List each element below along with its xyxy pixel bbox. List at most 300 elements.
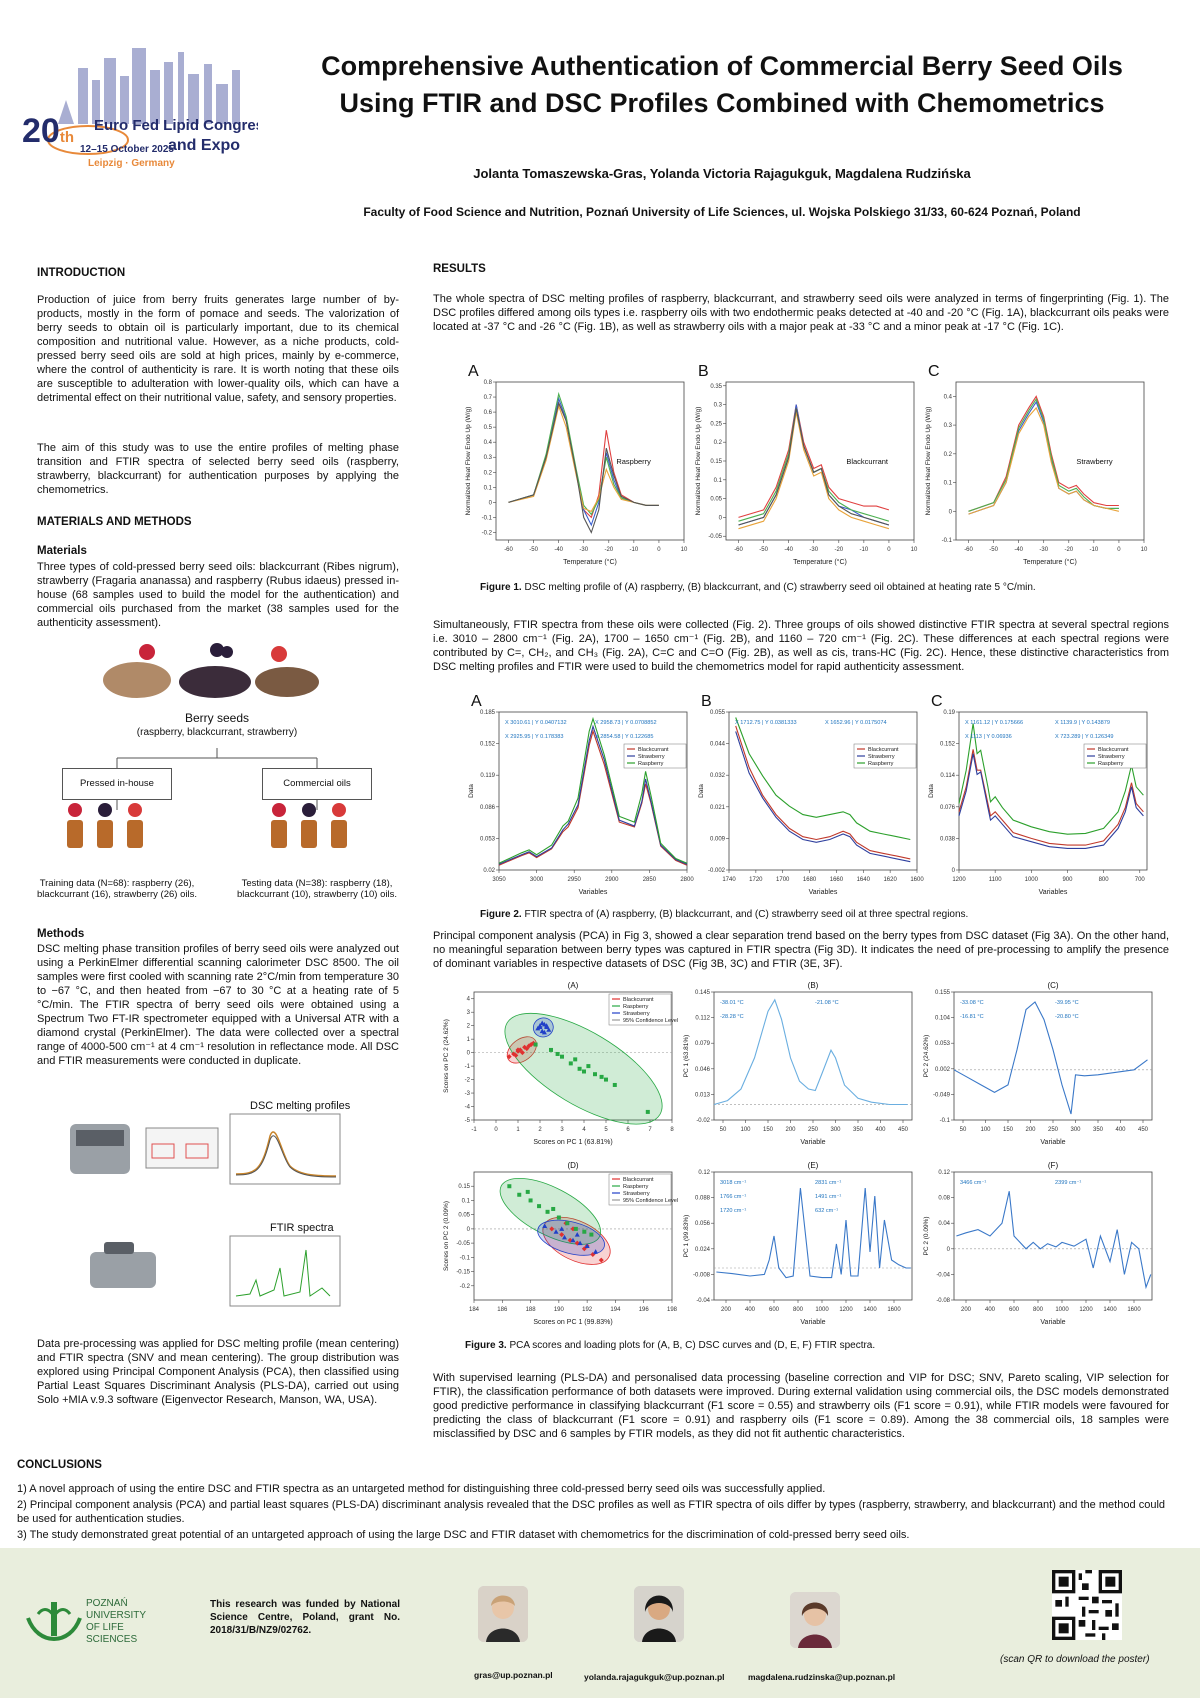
- y-tick-label: -2: [464, 1077, 470, 1084]
- x-tick-label: 1000: [1024, 877, 1038, 883]
- logo-dates: 12–15 October 2025: [80, 144, 174, 155]
- x-tick-label: -50: [989, 547, 998, 553]
- fig2b-chart: [695, 688, 925, 898]
- y-tick-label: 0.12: [698, 1170, 710, 1176]
- x-tick-label: -30: [579, 547, 589, 553]
- fig3-panel-b: [680, 978, 920, 1148]
- fig3-panel-e: [680, 1158, 920, 1328]
- x-tick-label: 150: [1002, 1127, 1014, 1133]
- peak-annotation: X 1161.12 | Y 0.175666: [965, 720, 1024, 726]
- point-raspberry: [565, 1221, 569, 1225]
- materials-diagram: [37, 638, 399, 913]
- y-tick-label: 0.6: [483, 410, 492, 417]
- peak-annotation: X 2925.95 | Y 0.178383: [505, 734, 564, 740]
- peak-annotation: -38.01 °C: [720, 1000, 744, 1006]
- author-photo-3: [790, 1592, 840, 1648]
- x-tick-label: 800: [792, 1307, 804, 1313]
- x-tick-label: 200: [785, 1127, 796, 1133]
- point-raspberry: [551, 1207, 555, 1211]
- y-tick-label: -0.002: [707, 868, 725, 874]
- x-tick-label: 200: [960, 1307, 972, 1313]
- point-raspberry: [573, 1057, 577, 1061]
- fig3-caption: [465, 1340, 875, 1351]
- plot-frame: [714, 992, 912, 1120]
- series-annotation: Blackcurrant: [846, 457, 889, 467]
- panel-label: A: [471, 693, 482, 710]
- pressed-inhouse-box: Pressed in-house: [62, 768, 172, 800]
- peak-annotation: 2831 cm⁻¹: [815, 1180, 842, 1186]
- y-tick-label: -0.1: [459, 1255, 470, 1262]
- fig2-caption-label: Figure 2.: [480, 909, 522, 920]
- uni-line-1: POZNAŃ: [86, 1598, 128, 1609]
- fig1-panel-a: [462, 358, 692, 568]
- x-tick-label: 150: [762, 1127, 774, 1133]
- y-axis-label: Normalized Heat Flow Endo Up (W/g): [465, 406, 472, 516]
- conclusion-item: 2) Principal component analysis (PCA) and partial least squares (PLS-DA) discriminant analysis revealed that the DSC profiles as well as FTIR spectra of oils differ by types (raspberry, strawberry, and blackcurrant) and the method could be used for authentication studies.: [17, 1499, 1165, 1525]
- x-tick-label: 1700: [776, 877, 790, 883]
- peak-annotation: 632 cm⁻¹: [815, 1208, 839, 1214]
- y-axis-label: PC 2 (0.09%): [923, 1216, 930, 1256]
- point-raspberry: [582, 1069, 586, 1073]
- peak-annotation: X 1139.9 | Y 0.143879: [1055, 720, 1110, 726]
- x-tick-label: 2850: [642, 877, 657, 883]
- x-tick-label: 1620: [883, 877, 897, 883]
- x-tick-label: 100: [980, 1127, 991, 1133]
- x-tick-label: 1200: [839, 1307, 853, 1313]
- fig2a-chart: [465, 688, 695, 898]
- x-tick-label: 400: [744, 1307, 756, 1313]
- x-tick-label: -10: [859, 547, 869, 553]
- x-axis-label: Variables: [578, 889, 608, 896]
- series-line-s5: [739, 408, 889, 525]
- plot-frame: [729, 712, 917, 870]
- series-line-raspberry: [736, 718, 911, 840]
- chart-title: (E): [807, 1161, 819, 1170]
- logo-number: 20th: [22, 112, 74, 150]
- qr-code[interactable]: [1052, 1570, 1122, 1640]
- y-tick-label: 0.1: [461, 1198, 470, 1205]
- legend-entry: Raspberry: [623, 1184, 649, 1190]
- fig3b-chart: [680, 978, 920, 1148]
- avatar-icon: [790, 1592, 840, 1648]
- x-tick-label: 3: [560, 1127, 564, 1133]
- y-tick-label: 0.053: [934, 1041, 950, 1048]
- legend-entry: Raspberry: [623, 1004, 649, 1010]
- x-axis-label: Variable: [1040, 1139, 1066, 1146]
- commercial-oils-box: Commercial oils: [262, 768, 372, 800]
- x-tick-label: 1640: [856, 877, 870, 883]
- y-axis-label: Scores on PC 2 (24.62%): [443, 1019, 450, 1093]
- seeds-subtitle: (raspberry, blackcurrant, strawberry): [136, 727, 298, 738]
- y-tick-label: 0.02: [483, 868, 495, 874]
- series-line-s5: [509, 403, 659, 532]
- y-tick-label: 0.35: [710, 383, 722, 390]
- author-photo-2: [634, 1586, 684, 1642]
- x-tick-label: -40: [554, 547, 564, 553]
- x-tick-label: 600: [768, 1307, 780, 1313]
- fig3-panel-f: [920, 1158, 1160, 1328]
- x-tick-label: 1400: [863, 1307, 877, 1313]
- point-raspberry: [549, 1048, 553, 1052]
- intro-paragraph-2: The aim of this study was to use the entire profiles of melting phase transition and FTIR spectra of selected berry seed oils (raspberry, strawberry, blackcurrant) for authentication purposes by applying the chemometrics.: [37, 442, 399, 496]
- plot-frame: [954, 992, 1152, 1120]
- y-tick-label: 0: [718, 515, 722, 522]
- panel-label: C: [928, 363, 940, 380]
- fig3d-chart: [440, 1158, 680, 1328]
- x-tick-label: 1600: [910, 877, 924, 883]
- y-tick-label: -0.08: [936, 1298, 950, 1304]
- y-axis-label: PC 1 (63.81%): [683, 1034, 690, 1078]
- series-line-s1: [969, 396, 1119, 511]
- x-tick-label: 1720: [749, 877, 763, 883]
- uni-line-3: OF LIFE SCIENCES: [86, 1622, 138, 1645]
- methods-subheading: Methods: [37, 928, 85, 940]
- series-annotation: Raspberry: [616, 457, 651, 467]
- x-tick-label: 200: [1025, 1127, 1036, 1133]
- y-tick-label: 0: [946, 1246, 950, 1253]
- materials-paragraph: Three types of cold-pressed berry seed oils: blackcurrant (Ribes nigrum), strawberry (Fragaria ananassa) and raspberry (Rubus idaeus) pressed in-house (68 samples used to build the model for the authentication) and commercial oils purchased from the market (38 samples used for the authenticity assessment).: [37, 561, 399, 629]
- legend-entry: Blackcurrant: [638, 747, 669, 753]
- x-tick-label: 198: [666, 1307, 678, 1313]
- y-tick-label: 0.119: [480, 773, 495, 780]
- y-tick-label: -0.1: [941, 538, 952, 544]
- x-axis-label: Variables: [808, 889, 838, 896]
- x-tick-label: 200: [720, 1307, 732, 1313]
- x-tick-label: 2800: [680, 877, 694, 883]
- y-tick-label: 0.053: [479, 836, 495, 843]
- peak-annotation: -20.80 °C: [1055, 1014, 1079, 1020]
- point-raspberry: [600, 1075, 604, 1079]
- chart-title: (F): [1047, 1161, 1059, 1170]
- poster-title: [262, 48, 1182, 122]
- y-tick-label: -0.05: [456, 1241, 470, 1248]
- x-tick-label: 0: [657, 547, 661, 553]
- point-raspberry: [569, 1061, 573, 1065]
- y-tick-label: 0.15: [458, 1184, 470, 1191]
- y-tick-label: 0.3: [713, 402, 722, 409]
- y-tick-label: 0.15: [710, 459, 722, 465]
- x-tick-label: 4: [582, 1127, 586, 1133]
- email-author-3[interactable]: magdalena.rudzinska@up.poznan.pl: [748, 1672, 896, 1682]
- university-emblem-icon: [24, 1596, 84, 1652]
- peak-annotation: X 723.289 | Y 0.126349: [1055, 734, 1114, 740]
- y-tick-label: -5: [464, 1118, 470, 1124]
- x-tick-label: 0: [887, 547, 891, 553]
- x-tick-label: -20: [1064, 547, 1074, 553]
- fig3e-chart: [680, 1158, 920, 1328]
- fig1-caption-text: DSC melting profile of (A) raspberry, (B) blackcurrant, and (C) strawberry seed oil obtained at heating rate 5 °C/min.: [521, 582, 1036, 593]
- point-raspberry: [546, 1210, 550, 1214]
- affiliation: Faculty of Food Science and Nutrition, Poznań University of Life Sciences, ul. Wojska Polskiego 31/33, 60-624 Poznań, Poland: [363, 205, 1081, 219]
- panel-label: A: [468, 363, 479, 380]
- footer: [0, 1548, 1200, 1698]
- avatar-icon: [634, 1586, 684, 1642]
- y-axis-label: Data: [468, 784, 475, 798]
- fig1b-chart: [692, 358, 922, 568]
- y-tick-label: 0.3: [483, 455, 492, 462]
- x-tick-label: -50: [529, 547, 538, 553]
- y-tick-label: 0.1: [713, 477, 722, 484]
- training-data-label: Training data (N=68): raspberry (26), blackcurrant (16), strawberry (26) oils.: [37, 878, 197, 900]
- legend-entry: 95% Confidence Level: [623, 1018, 679, 1024]
- y-tick-label: 0.024: [694, 1246, 710, 1253]
- x-tick-label: 450: [1137, 1127, 1149, 1133]
- x-tick-label: -20: [604, 547, 614, 553]
- qr-note: (scan QR to download the poster): [1000, 1654, 1150, 1665]
- y-tick-label: 2: [466, 1023, 470, 1030]
- y-tick-label: 4: [466, 996, 470, 1003]
- x-tick-label: -60: [964, 547, 973, 553]
- x-tick-label: 192: [582, 1307, 593, 1313]
- x-tick-label: 186: [497, 1307, 508, 1313]
- y-tick-label: 0.055: [709, 710, 725, 716]
- conclusion-item: 3) The study demonstrated great potential of an untargeted approach of using the large DSC and FTIR dataset with chemometrics for the discrimination of cold-pressed berry seed oils.: [17, 1529, 910, 1541]
- y-axis-label: Normalized Heat Flow Endo Up (W/g): [695, 406, 702, 516]
- peak-annotation: X 1652.96 | Y 0.0175074: [825, 720, 887, 726]
- y-tick-label: 0.145: [694, 990, 710, 996]
- fig3-caption-text: PCA scores and loading plots for (A, B, C) DSC curves and (D, E, F) FTIR spectra.: [506, 1340, 876, 1351]
- x-axis-label: Temperature (°C): [1023, 559, 1077, 566]
- y-tick-label: 0.076: [939, 804, 955, 811]
- point-raspberry: [646, 1110, 650, 1114]
- title-line-1: Comprehensive Authentication of Commercial Berry Seed Oils: [321, 51, 1123, 81]
- x-tick-label: 700: [1134, 877, 1145, 883]
- conclusion-item: 1) A novel approach of using the entire DSC and FTIR spectra as an untargeted method for distinguishing three cold-pressed berry seed oils was successfully applied.: [17, 1483, 826, 1495]
- instruments-graphic: [60, 1100, 400, 1320]
- y-tick-label: 0.112: [695, 1015, 710, 1022]
- series-line-pc1: [716, 1188, 910, 1278]
- authors: Jolanta Tomaszewska-Gras, Yolanda Victoria Rajagukguk, Magdalena Rudzińska: [473, 166, 971, 181]
- y-tick-label: 0.19: [943, 710, 955, 716]
- series-line-raspberry: [499, 719, 687, 864]
- x-tick-label: -40: [784, 547, 794, 553]
- x-tick-label: 1: [516, 1127, 520, 1133]
- fig2-panel-b: [695, 688, 925, 898]
- x-tick-label: 188: [525, 1307, 536, 1313]
- x-tick-label: 800: [1098, 877, 1109, 883]
- y-tick-label: 0.021: [709, 804, 725, 811]
- y-tick-label: 0: [466, 1226, 470, 1233]
- y-tick-label: -0.05: [708, 534, 722, 541]
- x-tick-label: 250: [1047, 1127, 1059, 1133]
- plot-frame: [956, 382, 1144, 540]
- y-tick-label: 0.032: [709, 773, 725, 780]
- x-tick-label: 800: [1032, 1307, 1044, 1313]
- y-tick-label: 1: [466, 1037, 470, 1044]
- testing-data-label: Testing data (N=38): raspberry (18), blackcurrant (10), strawberry (10) oils.: [237, 878, 397, 900]
- series-line-pc2: [956, 1191, 1150, 1287]
- y-tick-label: -0.1: [939, 1118, 950, 1124]
- uni-line-2: UNIVERSITY: [86, 1610, 147, 1621]
- panel-label: B: [698, 363, 709, 380]
- fig3-panel-a: [440, 978, 680, 1148]
- x-tick-label: 300: [830, 1127, 841, 1133]
- peak-annotation: X 3010.61 | Y 0.0407132: [505, 720, 567, 726]
- avatar-icon: [478, 1586, 528, 1642]
- chart-title: (D): [567, 1161, 579, 1170]
- x-axis-label: Temperature (°C): [793, 559, 847, 566]
- point-raspberry: [507, 1184, 511, 1188]
- x-tick-label: -30: [809, 547, 819, 553]
- y-tick-label: 0.155: [934, 990, 950, 996]
- email-author-2[interactable]: yolanda.rajagukguk@up.poznan.pl: [584, 1672, 725, 1682]
- peak-annotation: -28.28 °C: [720, 1014, 744, 1020]
- logo-place: Leipzig · Germany: [88, 158, 175, 169]
- fig3c-chart: [920, 978, 1160, 1148]
- y-tick-label: 0.04: [938, 1221, 950, 1228]
- x-tick-label: -1: [471, 1127, 477, 1133]
- x-tick-label: 1600: [1127, 1307, 1141, 1313]
- legend-entry: Strawberry: [1098, 754, 1125, 760]
- peak-annotation: X 1712.75 | Y 0.0381333: [735, 720, 797, 726]
- qr-code-icon: [1052, 1570, 1122, 1640]
- y-tick-label: 0.8: [483, 380, 492, 386]
- y-tick-label: 0.046: [694, 1066, 710, 1073]
- y-tick-label: 0.1: [943, 480, 952, 487]
- materials-heading: Materials: [37, 545, 87, 557]
- y-tick-label: -0.04: [696, 1298, 710, 1304]
- x-tick-label: 1100: [988, 877, 1002, 883]
- legend-entry: Strawberry: [623, 1191, 650, 1197]
- fig3-panel-d: [440, 1158, 680, 1328]
- y-tick-label: 0.002: [934, 1066, 950, 1073]
- intro-paragraph-1: Production of juice from berry fruits generates large number of by-products, mostly in the form of pomace and seeds. The valorization of berry seeds to obtain oil is particularly important, due to its chemical composition and nutritional value. However, as a niche products, cold-pressed berry seed oils are sold at high prices, mainly by e-commerce, where the control of authenticity is rare. It is worth noting that these oils are susceptible to adulteration with lower-quality oils, which can have a detrimental effect on their nutritional value, safety, and sensory properties.: [37, 294, 399, 404]
- fig3a-chart: [440, 978, 680, 1148]
- x-tick-label: 50: [959, 1127, 967, 1133]
- y-tick-label: 0.05: [710, 496, 722, 503]
- y-tick-label: -0.04: [936, 1272, 950, 1279]
- results-paragraph-2: Simultaneously, FTIR spectra from these oils were collected (Fig. 2). Three groups of oils showed distinctive FTIR spectra at several spectral regions i.e. 3010 – 2800 cm⁻¹ (Fig. 2A), 1700 – 1650 cm⁻¹ (Fig. 2B), and 1160 – 720 cm⁻¹ (Fig. 2C). These differences at each spectral regions were contributed by C=, CH₂, and CH₃ (Fig. 2A), C=C and C=O (Fig. 2B), as well as cis, trans-HC (Fig. 2C). Hence, these distinctive characteristics from DSC melting profiles and FTIR were used to build the chemometrics model for rapid authenticity assessment.: [433, 619, 1169, 673]
- peak-annotation: 1491 cm⁻¹: [815, 1194, 842, 1200]
- y-tick-label: 0.3: [943, 423, 952, 430]
- x-tick-label: -10: [629, 547, 639, 553]
- legend-entry: 95% Confidence Level: [623, 1198, 679, 1204]
- peak-annotation: -39.95 °C: [1055, 1000, 1079, 1006]
- x-tick-label: 900: [1062, 877, 1073, 883]
- y-tick-label: 0.12: [938, 1170, 950, 1176]
- x-axis-label: Scores on PC 1 (63.81%): [533, 1139, 613, 1146]
- fig1a-chart: [462, 358, 692, 568]
- y-axis-label: Scores on PC 2 (0.09%): [443, 1200, 450, 1272]
- fig1-panel-b: [692, 358, 922, 568]
- x-tick-label: 1000: [1055, 1307, 1069, 1313]
- y-tick-label: 0: [951, 868, 955, 874]
- fig2c-chart: [925, 688, 1155, 898]
- x-tick-label: 400: [875, 1127, 886, 1133]
- legend-entry: Blackcurrant: [623, 1177, 654, 1183]
- point-raspberry: [517, 1193, 521, 1197]
- x-axis-label: Variable: [800, 1319, 826, 1326]
- legend-entry: Raspberry: [1098, 761, 1124, 767]
- title-line-2: Using FTIR and DSC Profiles Combined with Chemometrics: [339, 88, 1105, 118]
- logo-expo: and Expo: [168, 137, 241, 154]
- point-raspberry: [574, 1227, 578, 1231]
- y-tick-label: 0.08: [938, 1195, 950, 1202]
- chart-title: (A): [567, 981, 579, 990]
- point-raspberry: [529, 1198, 533, 1202]
- x-tick-label: 10: [680, 547, 688, 553]
- x-tick-label: 10: [1140, 547, 1148, 553]
- x-tick-label: 1200: [1079, 1307, 1093, 1313]
- conclusions-heading: CONCLUSIONS: [17, 1459, 102, 1471]
- y-tick-label: -0.049: [932, 1092, 950, 1099]
- x-tick-label: 450: [897, 1127, 909, 1133]
- x-tick-label: 194: [610, 1307, 621, 1313]
- fig3-panel-c: [920, 978, 1160, 1148]
- x-tick-label: -40: [1014, 547, 1024, 553]
- fig3-caption-label: Figure 3.: [465, 1340, 507, 1351]
- y-tick-label: 0.104: [934, 1015, 950, 1022]
- legend-entry: Blackcurrant: [623, 997, 654, 1003]
- x-axis-label: Variable: [800, 1139, 826, 1146]
- series-line-s3: [509, 394, 659, 514]
- peak-annotation: 3018 cm⁻¹: [720, 1180, 747, 1186]
- fig3f-chart: [920, 1158, 1160, 1328]
- y-tick-label: -0.15: [456, 1269, 470, 1276]
- x-tick-label: 300: [1070, 1127, 1081, 1133]
- x-tick-label: 6: [626, 1127, 630, 1133]
- logo-congress: Euro Fed Lipid Congress: [94, 117, 258, 134]
- y-tick-label: 0: [948, 509, 952, 516]
- fig1-caption: [480, 582, 1036, 593]
- email-author-1[interactable]: gras@up.poznan.pl: [474, 1670, 553, 1680]
- ftir-spectra-label: FTIR spectra: [270, 1222, 334, 1234]
- x-tick-label: 400: [984, 1307, 996, 1313]
- fig1-panel-c: [922, 358, 1152, 568]
- point-raspberry: [556, 1052, 560, 1056]
- conclusions-list: [17, 1482, 1165, 1542]
- y-tick-label: 0.185: [479, 710, 495, 716]
- peak-annotation: 2399 cm⁻¹: [1055, 1180, 1082, 1186]
- congress-skyline-graphic: [18, 40, 258, 190]
- x-tick-label: 50: [719, 1127, 727, 1133]
- x-tick-label: -30: [1039, 547, 1049, 553]
- y-tick-label: 0: [466, 1050, 470, 1057]
- peak-annotation: 3466 cm⁻¹: [960, 1180, 987, 1186]
- y-tick-label: 0.25: [710, 421, 722, 428]
- y-tick-label: -0.1: [481, 515, 492, 522]
- x-tick-label: 600: [1008, 1307, 1020, 1313]
- legend-entry: Strawberry: [868, 754, 895, 760]
- peak-annotation: -33.08 °C: [960, 1000, 984, 1006]
- peak-annotation: 1766 cm⁻¹: [720, 1194, 747, 1200]
- point-raspberry: [613, 1083, 617, 1087]
- series-annotation: Strawberry: [1076, 457, 1113, 467]
- point-raspberry: [582, 1230, 586, 1234]
- legend-entry: Raspberry: [638, 761, 664, 767]
- x-tick-label: 1400: [1103, 1307, 1117, 1313]
- author-photo-1: [478, 1586, 528, 1642]
- y-tick-label: -0.2: [481, 530, 492, 537]
- x-axis-label: Variable: [1040, 1319, 1066, 1326]
- x-tick-label: 7: [648, 1127, 652, 1133]
- y-tick-label: 0.05: [458, 1212, 470, 1219]
- y-tick-label: 0.114: [940, 773, 955, 780]
- x-tick-label: 1740: [722, 877, 736, 883]
- y-tick-label: 0.2: [483, 470, 492, 477]
- university-logo: [24, 1596, 174, 1656]
- results-paragraph-4: With supervised learning (PLS-DA) and personalised data processing (baseline correction and VIP for DSC; SNV, Pareto scaling, VIP selection for FTIR), the classification performance of both datasets were improved. During external validation using commercial oils, the DSC models demonstrated good predictive performance in classifying blackcurrant (F1 score = 0.55) and strawberry oils (F1 score = 0.91), while FTIR models were favoured for predicting the class of blackcurrant (F1 score = 0.91) and raspberry oils (F1 score = 0.89). Among the 38 commercial oils, 18 samples were misclassified by DSC and 6 samples by FTIR models, as they did not fit authentic characteristics.: [433, 1372, 1169, 1440]
- x-tick-label: 400: [1115, 1127, 1126, 1133]
- x-tick-label: 5: [604, 1127, 608, 1133]
- x-axis-label: Scores on PC 1 (99.83%): [533, 1319, 613, 1326]
- x-tick-label: 2900: [605, 877, 619, 883]
- point-raspberry: [537, 1204, 541, 1208]
- y-tick-label: -0.008: [692, 1272, 710, 1279]
- y-tick-label: 0.1: [483, 485, 492, 492]
- y-tick-label: 0.2: [713, 440, 722, 447]
- y-axis-label: Normalized Heat Flow Endo Up (W/g): [925, 406, 932, 516]
